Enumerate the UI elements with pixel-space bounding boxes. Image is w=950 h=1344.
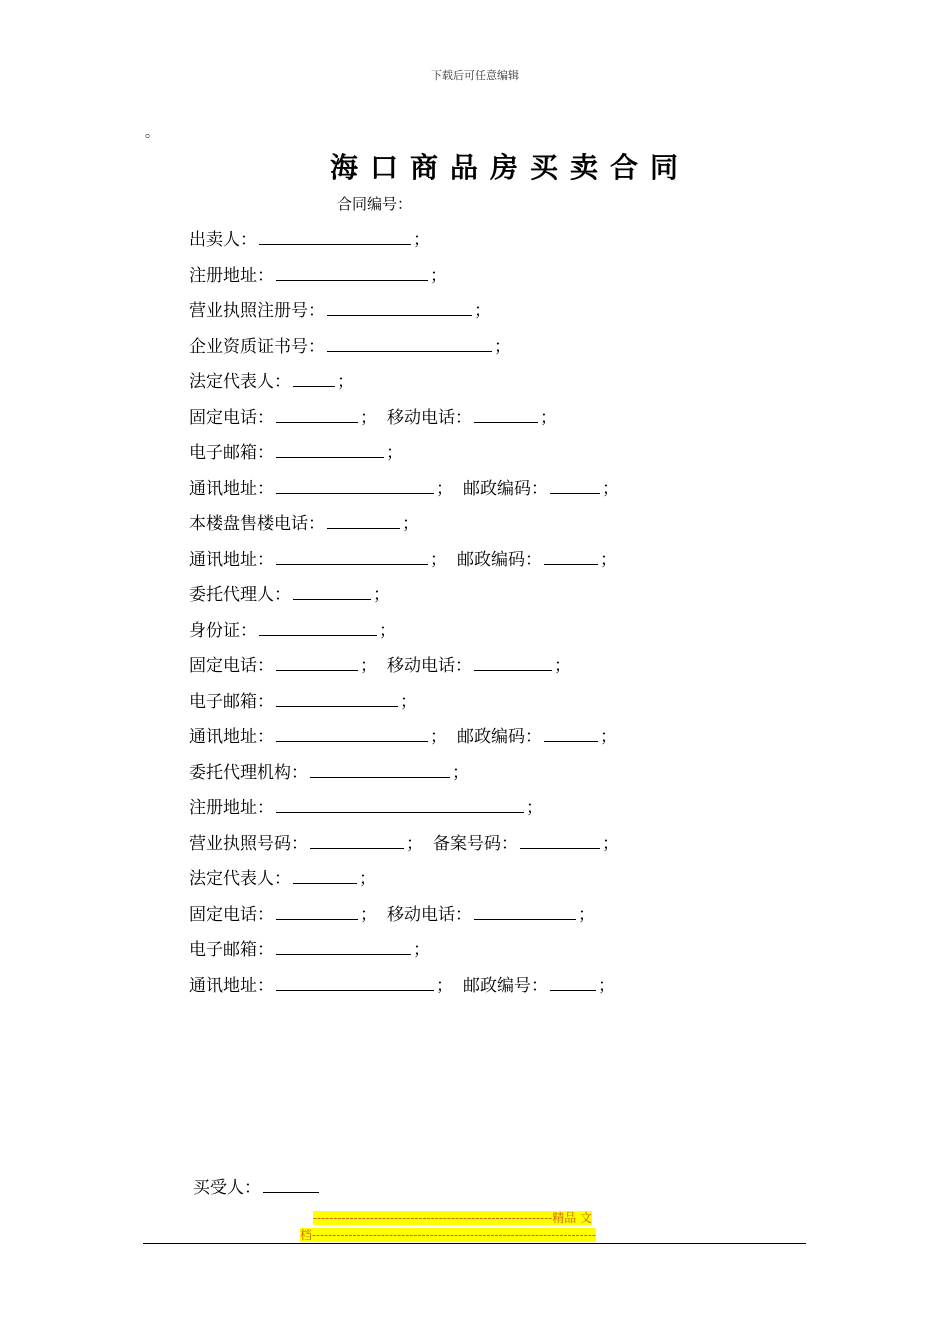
field-label: 营业执照号码：: [189, 833, 308, 854]
field-row: [189, 831, 619, 867]
field-row: [189, 902, 619, 938]
buyer-label: 买受人：: [193, 1178, 261, 1198]
field-terminator-secondary: ；: [554, 656, 571, 676]
field-row: [189, 760, 619, 796]
field-terminator: ；: [526, 798, 543, 818]
field-terminator: ；: [494, 336, 511, 357]
field-label-secondary: 邮政编码：: [457, 727, 542, 747]
footer-line-2: 档----------------------------------------------------------------------: [300, 1228, 596, 1242]
field-label-secondary: 移动电话：: [387, 407, 472, 428]
field-terminator: ；: [386, 443, 403, 463]
field-label-secondary: 移动电话：: [387, 904, 472, 925]
field-blank-secondary[interactable]: [520, 831, 600, 849]
contract-title: 海口商品房买卖合同: [329, 151, 690, 184]
field-blank[interactable]: [327, 298, 472, 316]
field-terminator: ；: [406, 833, 423, 854]
field-label: 委托代理人：: [189, 585, 291, 605]
field-blank[interactable]: [327, 511, 400, 529]
field-blank[interactable]: [310, 831, 404, 849]
field-row: [189, 298, 619, 334]
field-label-secondary: 移动电话：: [387, 656, 472, 676]
field-row: [189, 866, 619, 902]
field-label: 通讯地址：: [189, 549, 274, 570]
header-note: 下载后可任意编辑: [431, 69, 519, 82]
field-terminator: ；: [474, 301, 491, 321]
top-mark: 。: [145, 125, 159, 141]
field-blank[interactable]: [259, 618, 377, 636]
field-label: 注册地址：: [189, 265, 274, 286]
field-blank[interactable]: [276, 689, 398, 707]
field-blank[interactable]: [276, 653, 358, 671]
field-label: 本楼盘售楼电话：: [189, 514, 325, 534]
field-label: 营业执照注册号：: [189, 301, 325, 321]
field-label: 电子邮箱：: [189, 691, 274, 712]
field-row: [189, 334, 619, 370]
field-terminator: ；: [413, 940, 430, 960]
footer-line-1: -----------------------------------------------------------精品 文: [313, 1211, 593, 1225]
field-blank[interactable]: [276, 263, 428, 281]
field-row: [189, 795, 619, 831]
field-row: [189, 937, 619, 973]
field-blank-secondary[interactable]: [544, 724, 598, 742]
field-terminator-secondary: ；: [578, 904, 595, 925]
field-label-secondary: 邮政编码：: [457, 549, 542, 570]
field-row: [189, 973, 619, 1009]
field-terminator: ；: [360, 904, 377, 925]
field-terminator: ；: [430, 727, 447, 747]
field-blank[interactable]: [276, 547, 428, 565]
field-label: 身份证：: [189, 620, 257, 641]
field-terminator: ；: [373, 585, 390, 605]
field-blank-secondary[interactable]: [474, 653, 552, 671]
field-blank[interactable]: [276, 476, 434, 494]
field-label: 法定代表人：: [189, 869, 291, 889]
field-blank[interactable]: [259, 227, 411, 245]
field-terminator: ；: [402, 514, 419, 534]
field-label-secondary: 邮政编码：: [463, 478, 548, 499]
field-terminator: ；: [337, 372, 354, 392]
field-row: [189, 476, 619, 512]
field-label: 固定电话：: [189, 904, 274, 925]
field-row: [189, 263, 619, 299]
field-blank[interactable]: [327, 334, 492, 352]
field-blank[interactable]: [276, 795, 524, 813]
field-label: 固定电话：: [189, 656, 274, 676]
field-row: [189, 440, 619, 476]
field-terminator-secondary: ；: [600, 727, 617, 747]
field-terminator-secondary: ；: [602, 833, 619, 854]
field-blank[interactable]: [276, 440, 384, 458]
field-blank-secondary[interactable]: [544, 547, 598, 565]
field-blank[interactable]: [310, 760, 450, 778]
footer-watermark: [300, 1210, 650, 1244]
field-label: 电子邮箱：: [189, 940, 274, 960]
field-blank-secondary[interactable]: [550, 973, 596, 991]
field-label: 通讯地址：: [189, 478, 274, 499]
field-terminator: ；: [430, 549, 447, 570]
party-fields: [189, 227, 619, 1008]
field-terminator: ；: [360, 656, 377, 676]
contract-number-label: 合同编号：: [337, 195, 413, 213]
field-terminator: ；: [436, 975, 453, 996]
footer-rule: [143, 1243, 806, 1244]
buyer-row: [193, 1175, 321, 1200]
field-label: 固定电话：: [189, 407, 274, 428]
field-blank[interactable]: [276, 405, 358, 423]
field-label: 委托代理机构：: [189, 762, 308, 783]
field-row: [189, 511, 619, 547]
field-row: [189, 405, 619, 441]
buyer-blank[interactable]: [263, 1175, 319, 1193]
field-label: 法定代表人：: [189, 372, 291, 392]
field-label-secondary: 邮政编号：: [463, 975, 548, 996]
field-blank-secondary[interactable]: [474, 405, 538, 423]
field-blank[interactable]: [293, 369, 335, 387]
field-blank-secondary[interactable]: [474, 902, 576, 920]
field-label: 电子邮箱：: [189, 443, 274, 463]
field-label: 注册地址：: [189, 798, 274, 818]
field-label-secondary: 备案号码：: [433, 833, 518, 854]
field-row: [189, 369, 619, 405]
field-terminator: ；: [430, 265, 447, 286]
field-blank[interactable]: [293, 582, 371, 600]
field-terminator-secondary: ；: [598, 975, 615, 996]
field-terminator: ；: [413, 230, 430, 250]
field-terminator: ；: [400, 691, 417, 712]
field-label: 通讯地址：: [189, 727, 274, 747]
field-terminator: ；: [359, 869, 376, 889]
field-blank[interactable]: [276, 937, 411, 955]
field-row: [189, 653, 619, 689]
field-row: [189, 724, 619, 760]
field-row: [189, 582, 619, 618]
field-label: 企业资质证书号：: [189, 336, 325, 357]
field-label: 通讯地址：: [189, 975, 274, 996]
field-blank[interactable]: [293, 866, 357, 884]
field-terminator-secondary: ；: [602, 478, 619, 499]
field-row: [189, 227, 619, 263]
field-blank-secondary[interactable]: [550, 476, 600, 494]
field-terminator: ；: [452, 762, 469, 783]
field-row: [189, 547, 619, 583]
field-blank[interactable]: [276, 724, 428, 742]
field-blank[interactable]: [276, 902, 358, 920]
field-blank[interactable]: [276, 973, 434, 991]
field-terminator: ；: [360, 407, 377, 428]
field-terminator-secondary: ；: [540, 407, 557, 428]
field-label: 出卖人：: [189, 230, 257, 250]
field-terminator: ；: [379, 620, 396, 641]
field-row: [189, 689, 619, 725]
field-terminator-secondary: ；: [600, 549, 617, 570]
field-terminator: ；: [436, 478, 453, 499]
field-row: [189, 618, 619, 654]
